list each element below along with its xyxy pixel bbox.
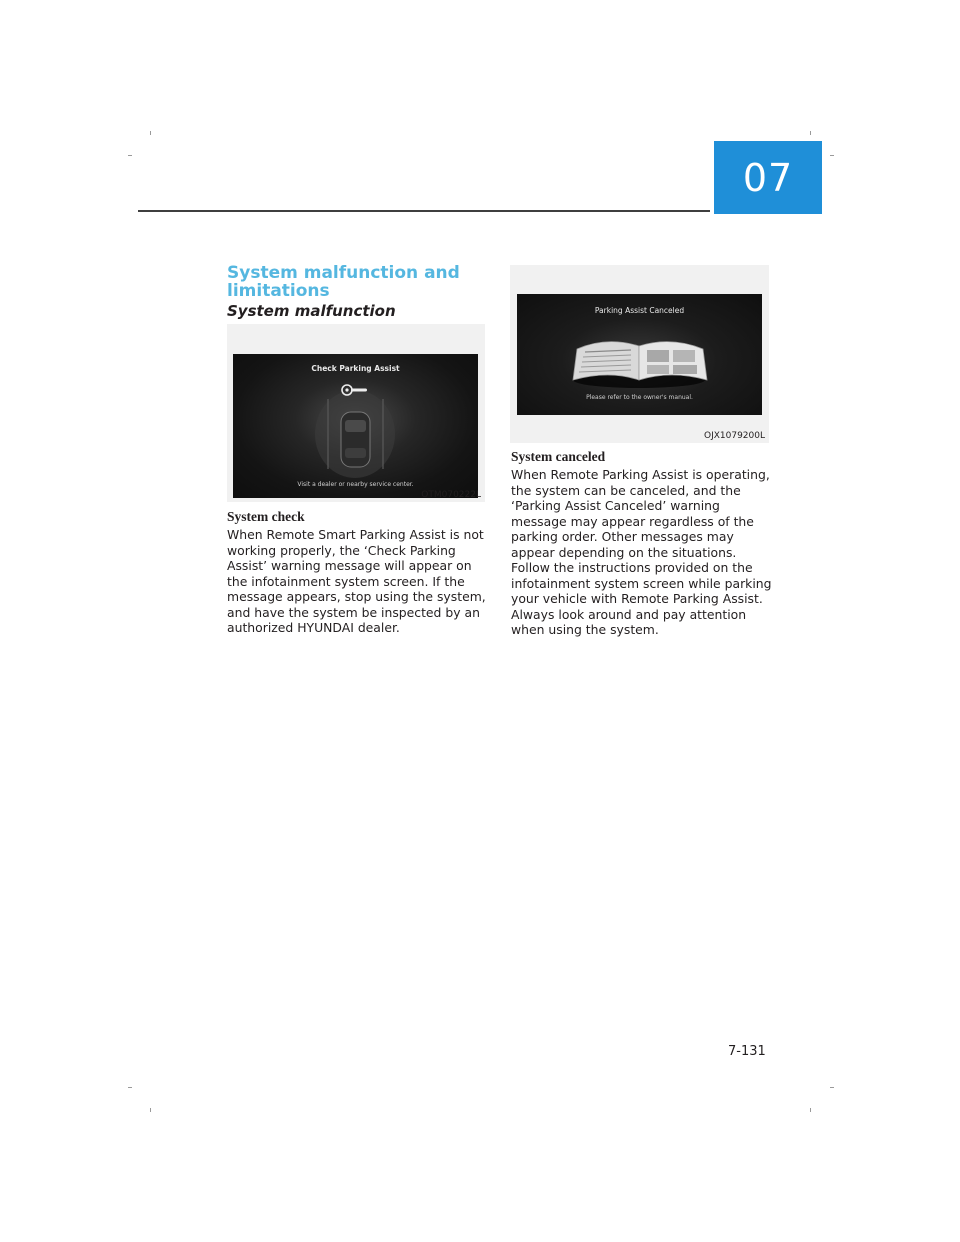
screen-title: Check Parking Assist <box>311 364 400 373</box>
crop-mark <box>128 1087 132 1088</box>
crop-mark <box>810 131 811 135</box>
screen-title: Parking Assist Canceled <box>594 306 685 315</box>
infotainment-screen <box>517 294 762 415</box>
figure-code: OTM070222L <box>421 490 481 500</box>
system-canceled-body: When Remote Parking Assist is operating, the system can be canceled, and the ‘Parking Assist Canceled’ warning message may appear regardless of the parking order. Other messages may appear depending on the situations. Follow the instructions provided on the infotainment system screen while parking your vehicle with Remote Parking Assist. Always look around and pay attention when using the system. <box>511 467 772 637</box>
header-rule <box>138 210 710 212</box>
screen-footer: Please refer to the owner's manual. <box>586 394 693 401</box>
system-check-heading: System check <box>227 509 305 524</box>
screen-footer: Visit a dealer or nearby service center. <box>297 481 414 488</box>
chapter-tab <box>714 141 822 214</box>
open-book-icon <box>573 342 707 388</box>
crop-mark <box>128 155 132 156</box>
figure-check-parking-assist <box>227 324 485 502</box>
crop-mark <box>830 1087 834 1088</box>
page-number: 7-131 <box>728 1044 766 1059</box>
figure-code: OJX1079200L <box>703 431 765 441</box>
system-canceled-heading: System canceled <box>511 449 606 464</box>
section-subtitle: System malfunction <box>227 302 396 320</box>
figure-parking-assist-canceled <box>510 265 769 443</box>
chapter-number: 07 <box>742 155 794 200</box>
parking-illustration <box>233 354 478 498</box>
system-check-body: When Remote Smart Parking Assist is not working properly, the ‘Check Parking Assist’ warning message will appear on the infotainment system screen. If the message appears, stop using the system, and have the system be inspected by an authorized HYUNDAI dealer. <box>227 527 486 635</box>
crop-mark <box>830 155 834 156</box>
infotainment-screen <box>233 354 478 498</box>
section-title: System malfunction and limitations <box>227 263 460 301</box>
car-icon <box>341 412 370 467</box>
crop-mark <box>810 1108 811 1112</box>
crop-mark <box>150 131 151 135</box>
crop-mark <box>150 1108 151 1112</box>
